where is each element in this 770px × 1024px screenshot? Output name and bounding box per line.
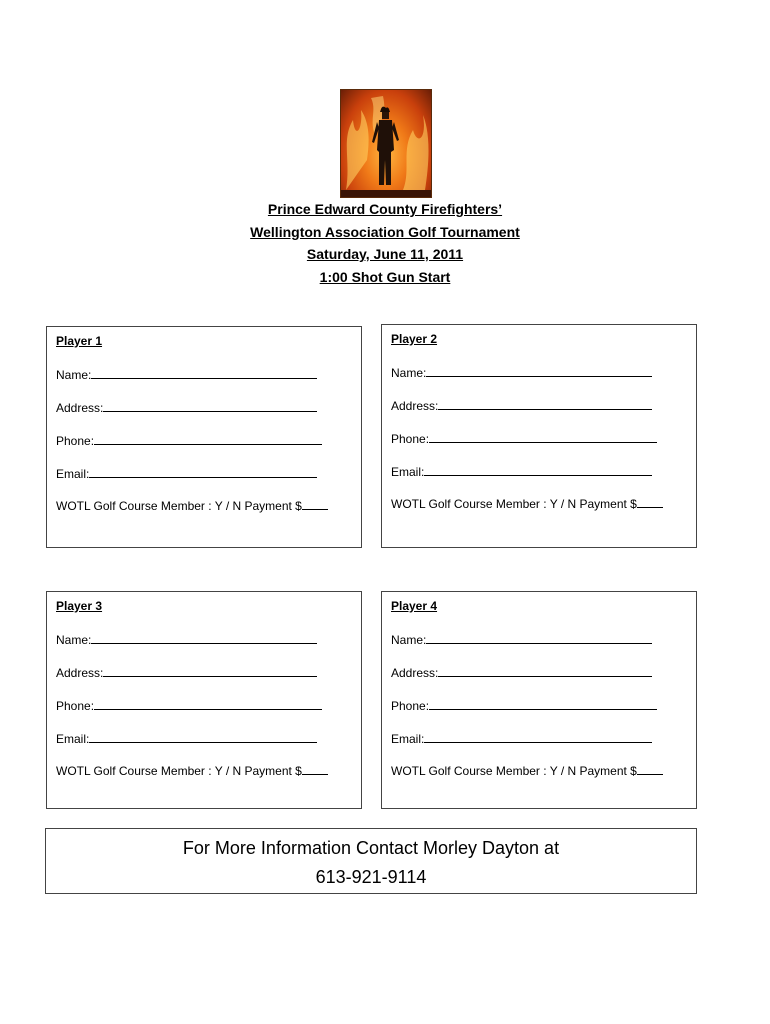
member-payment-field[interactable]: WOTL Golf Course Member : Y / N Payment $ <box>391 497 663 511</box>
name-field[interactable]: Name: <box>56 368 317 382</box>
email-field[interactable]: Email: <box>391 732 652 746</box>
player-2-card <box>381 324 697 548</box>
address-field[interactable]: Address: <box>391 399 652 413</box>
player-4-card <box>381 591 697 809</box>
contact-info-box <box>45 828 697 894</box>
member-payment-field[interactable]: WOTL Golf Course Member : Y / N Payment $ <box>391 764 663 778</box>
player-title: Player 4 <box>391 599 438 613</box>
name-field[interactable]: Name: <box>391 366 652 380</box>
address-field[interactable]: Address: <box>56 666 317 680</box>
phone-field[interactable]: Phone: <box>56 699 322 713</box>
phone-field[interactable]: Phone: <box>391 699 657 713</box>
contact-text: For More Information Contact Morley Dayton at <box>182 838 560 858</box>
email-field[interactable]: Email: <box>56 467 317 481</box>
firefighter-flames-icon <box>340 89 432 198</box>
phone-field[interactable]: Phone: <box>56 434 322 448</box>
player-title: Player 3 <box>56 599 103 613</box>
address-field[interactable]: Address: <box>391 666 652 680</box>
player-title: Player 1 <box>56 334 103 348</box>
address-field[interactable]: Address: <box>56 401 317 415</box>
email-field[interactable]: Email: <box>391 465 652 479</box>
name-field[interactable]: Name: <box>56 633 317 647</box>
heading-event-name: Wellington Association Golf Tournament <box>250 223 520 240</box>
member-payment-field[interactable]: WOTL Golf Course Member : Y / N Payment $ <box>56 764 328 778</box>
player-title: Player 2 <box>391 332 438 346</box>
heading-start-time: 1:00 Shot Gun Start <box>319 268 451 285</box>
event-heading <box>0 198 770 288</box>
heading-date: Saturday, June 11, 2011 <box>306 246 464 262</box>
contact-phone: 613-921-9114 <box>315 867 427 887</box>
name-field[interactable]: Name: <box>391 633 652 647</box>
player-1-card <box>46 326 362 548</box>
player-3-card <box>46 591 362 809</box>
phone-field[interactable]: Phone: <box>391 432 657 446</box>
heading-organization: Prince Edward County Firefighters’ <box>267 201 503 217</box>
member-payment-field[interactable]: WOTL Golf Course Member : Y / N Payment $ <box>56 499 328 513</box>
email-field[interactable]: Email: <box>56 732 317 746</box>
